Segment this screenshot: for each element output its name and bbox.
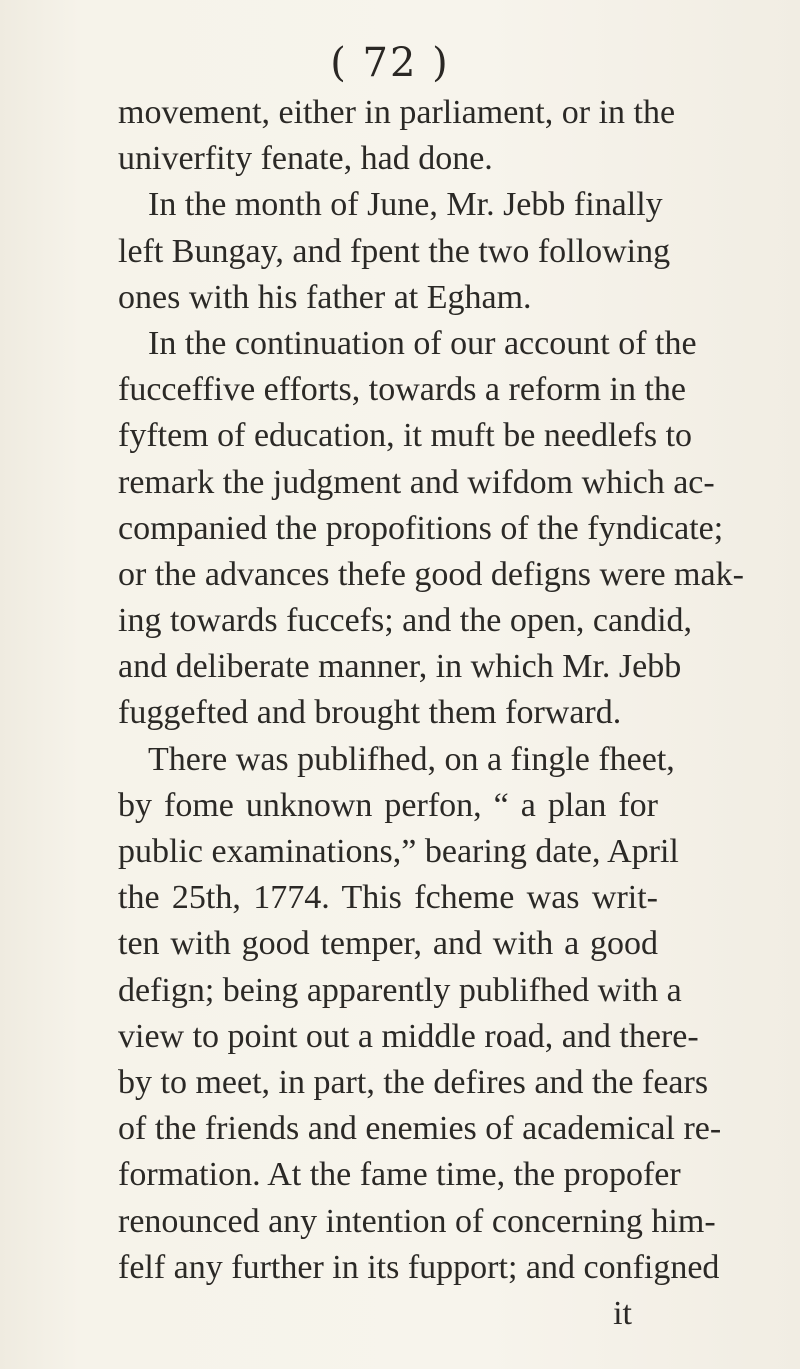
text-line: by fome unknown perfon, “ a plan for bbox=[118, 786, 658, 824]
text-line: renounced any intention of concerning him- bbox=[118, 1202, 716, 1240]
text-line: There was publifhed, on a fingle fheet, bbox=[148, 740, 675, 778]
text-line: by to meet, in part, the defires and the fears bbox=[118, 1063, 709, 1101]
body-text bbox=[118, 90, 744, 1337]
text-line: public examinations,” bearing date, April bbox=[118, 833, 679, 870]
page-number-header: ( 72 ) bbox=[330, 40, 450, 86]
text-line: In the continuation of our account of the bbox=[148, 324, 697, 362]
text-line: fuggefted and brought them forward. bbox=[118, 694, 622, 732]
catchword: it bbox=[613, 1294, 632, 1332]
text-line: univerfity fenate, had done. bbox=[118, 140, 493, 178]
text-line: or the advances thefe good defigns were mak- bbox=[118, 555, 744, 593]
text-line: movement, either in parliament, or in the bbox=[118, 94, 676, 131]
text-line: defign; being apparently publifhed with a bbox=[118, 971, 682, 1009]
text-line: view to point out a middle road, and there- bbox=[118, 1017, 699, 1055]
text-line: felf any further in its fupport; and configned bbox=[118, 1248, 720, 1286]
text-line: left Bungay, and fpent the two following bbox=[118, 232, 671, 270]
text-line: ten with good temper, and with a good bbox=[118, 925, 658, 963]
text-line: the 25th, 1774. This fcheme was writ- bbox=[118, 879, 658, 917]
text-line: In the month of June, Mr. Jebb finally bbox=[148, 186, 663, 224]
text-line: remark the judgment and wifdom which ac- bbox=[118, 463, 715, 501]
text-line: fucceffive efforts, towards a reform in the bbox=[118, 371, 687, 409]
text-line: and deliberate manner, in which Mr. Jebb bbox=[118, 648, 682, 686]
text-line: ing towards fuccefs; and the open, candid, bbox=[118, 602, 693, 640]
text-line: ones with his father at Egham. bbox=[118, 278, 532, 316]
text-line: formation. At the fame time, the propofer bbox=[118, 1156, 681, 1194]
text-line: companied the propofitions of the fyndicate; bbox=[118, 509, 724, 547]
text-line: fyftem of education, it muft be needlefs to bbox=[118, 417, 693, 455]
text-line: of the friends and enemies of academical re- bbox=[118, 1110, 722, 1148]
